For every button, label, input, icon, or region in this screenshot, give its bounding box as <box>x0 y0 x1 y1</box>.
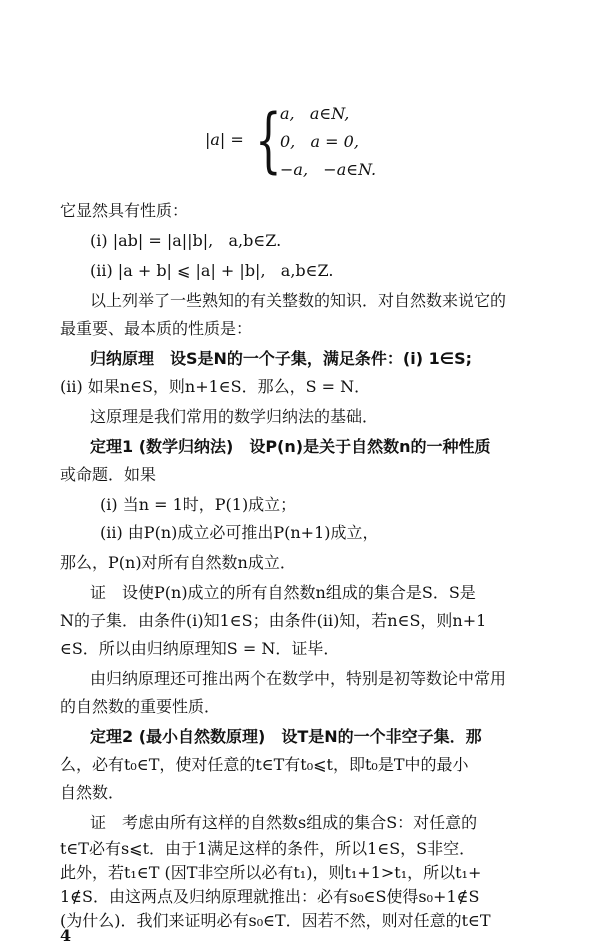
text-line: 证 设使P(n)成立的所有自然数n组成的集合是S．S是 <box>90 583 476 602</box>
text-line: 此外，若t₁∈T (因T非空所以必有t₁)，则t₁+1>t₁，所以t₁+ <box>60 863 482 882</box>
absolute-value-formula <box>205 100 425 188</box>
formula-case-3: −a, −a∈N. <box>280 160 377 179</box>
text-line: (i) 当n = 1时，P(1)成立； <box>100 495 297 514</box>
text-line: 或命题．如果 <box>60 465 157 484</box>
text-line: 么，必有t₀∈T，使对任意的t∈T有t₀⩽t，即t₀是T中的最小 <box>60 755 469 774</box>
text-line: 这原理是我们常用的数学归纳法的基础． <box>90 407 379 426</box>
formula-case-2: 0, a = 0, <box>280 132 359 151</box>
text-line: (为什么)．我们来证明必有s₀∈T．因若不然，则对任意的t∈T <box>60 911 491 930</box>
text-line: 它显然具有性质： <box>60 201 189 220</box>
formula-case-1: a, a∈N, <box>280 104 350 123</box>
text-line: t∈T必有s⩽t．由于1满足这样的条件，所以1∈S，S非空． <box>60 839 476 858</box>
text-line: (ii) |a + b| ⩽ |a| + |b|, a,b∈Z. <box>90 261 334 280</box>
text-line: (ii) 如果n∈S，则n+1∈S．那么，S = N． <box>60 377 371 396</box>
formula-lhs: |a| = <box>205 130 244 149</box>
text-line: ∈S．所以由归纳原理知S = N．证毕． <box>60 639 340 658</box>
text-line: 证 考虑由所有这样的自然数s组成的集合S：对任意的 <box>90 813 478 832</box>
text-line: 1∉S．由这两点及归纳原理就推出：必有s₀∈S使得s₀+1∉S <box>60 887 480 906</box>
text-line: 定理2 (最小自然数原理) 设T是N的一个非空子集．那 <box>90 727 482 746</box>
text-line: 最重要、最本质的性质是： <box>60 319 253 338</box>
text-line: 归纳原理 设S是N的一个子集，满足条件：(i) 1∈S; <box>90 349 472 368</box>
formula-brace: { <box>255 99 282 181</box>
text-line: (ii) 由P(n)成立必可推出P(n+1)成立， <box>100 523 379 542</box>
text-line: N的子集．由条件(i)知1∈S；由条件(ii)知，若n∈S，则n+1 <box>60 611 487 630</box>
text-line: 的自然数的重要性质． <box>60 697 221 716</box>
page-number: 4 <box>60 926 72 945</box>
text-line: 那么，P(n)对所有自然数n成立． <box>60 553 296 572</box>
text-line: 以上列举了一些熟知的有关整数的知识．对自然数来说它的 <box>90 291 507 310</box>
text-line: (i) |ab| = |a||b|, a,b∈Z. <box>90 231 282 250</box>
text-line: 自然数． <box>60 783 125 802</box>
text-line: 定理1 (数学归纳法) 设P(n)是关于自然数n的一种性质 <box>90 437 491 456</box>
text-line: 由归纳原理还可推出两个在数学中，特别是初等数论中常用 <box>90 669 507 688</box>
